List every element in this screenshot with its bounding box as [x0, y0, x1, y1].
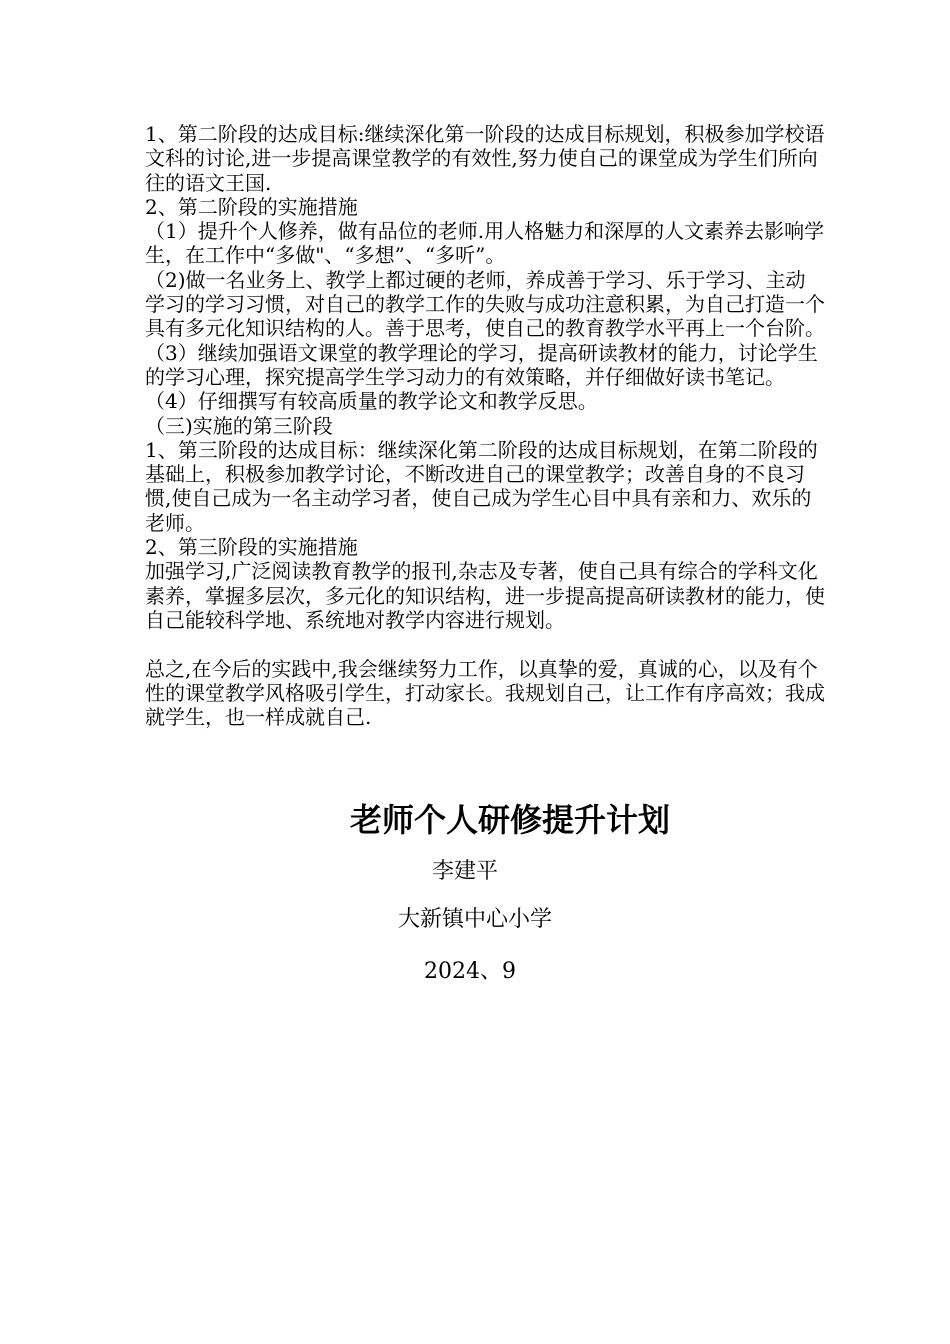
paragraph-8: 1、第三阶段的达成目标：继续深化第二阶段的达成目标规划，在第二阶段的基础上，积极参加教学讨论，不断改进自己的课堂教学；改善自身的不良习惯,使自己成为一名主动学习者，使自己成为学生心目中具有亲和力、欢乐的老师。: [145, 437, 818, 535]
paragraph-3: （1）提升个人修养，做有品位的老师.用人格魅力和深厚的人文素养去影响学生，在工作中“多做"、“多想”、“多听”。: [145, 219, 825, 268]
paragraph-4: （2)做一名业务上、教学上都过硬的老师，养成善于学习、乐于学习、主动学习的学习习惯，对自己的教学工作的失败与成功注意积累，为自己打造一个具有多元化知识结构的人。善于思考，使自己的教育教学水平再上一个台阶。: [145, 267, 825, 341]
paragraph-7: （三)实施的第三阶段: [145, 413, 333, 438]
document-date: 2024、9: [424, 959, 516, 984]
blank-line: [145, 632, 825, 656]
paragraph-2: 2、第二阶段的实施措施: [145, 194, 358, 219]
paragraph-conclusion: 总之,在今后的实践中,我会继续努力工作，以真挚的爱，真诚的心，以及有个性的课堂教学风格吸引学生，打动家长。我规划自己，让工作有序高效；我成就学生，也一样成就自己.: [145, 656, 825, 730]
document-title: 老师个人研修提升计划: [349, 801, 670, 839]
paragraph-10: 加强学习,广泛阅读教育教学的报刊,杂志及专著，使自己具有综合的学科文化素养，掌握多层次，多元化的知识结构，进一步提高提高研读教材的能力，使自己能较科学地、系统地对教学内容进行规划。: [145, 559, 825, 632]
document-body: [145, 122, 825, 729]
school-name: 大新镇中心小学: [397, 907, 552, 932]
paragraph-1: 1、第二阶段的达成目标:继续深化第一阶段的达成目标规划，积极参加学校语文科的讨论,进一步提高课堂教学的有效性,努力使自己的课堂成为学生们所向往的语文王国.: [145, 122, 825, 195]
paragraph-5: （3）继续加强语文课堂的教学理论的学习，提高研读教材的能力，讨论学生的学习心理，探究提高学生学习动力的有效策略，并仔细做好读书笔记。: [145, 340, 818, 389]
paragraph-9: 2、第三阶段的实施措施: [145, 535, 358, 560]
paragraph-6: （4）仔细撰写有较高质量的教学论文和教学反思。: [145, 389, 598, 414]
author-name: 李建平: [431, 859, 498, 884]
